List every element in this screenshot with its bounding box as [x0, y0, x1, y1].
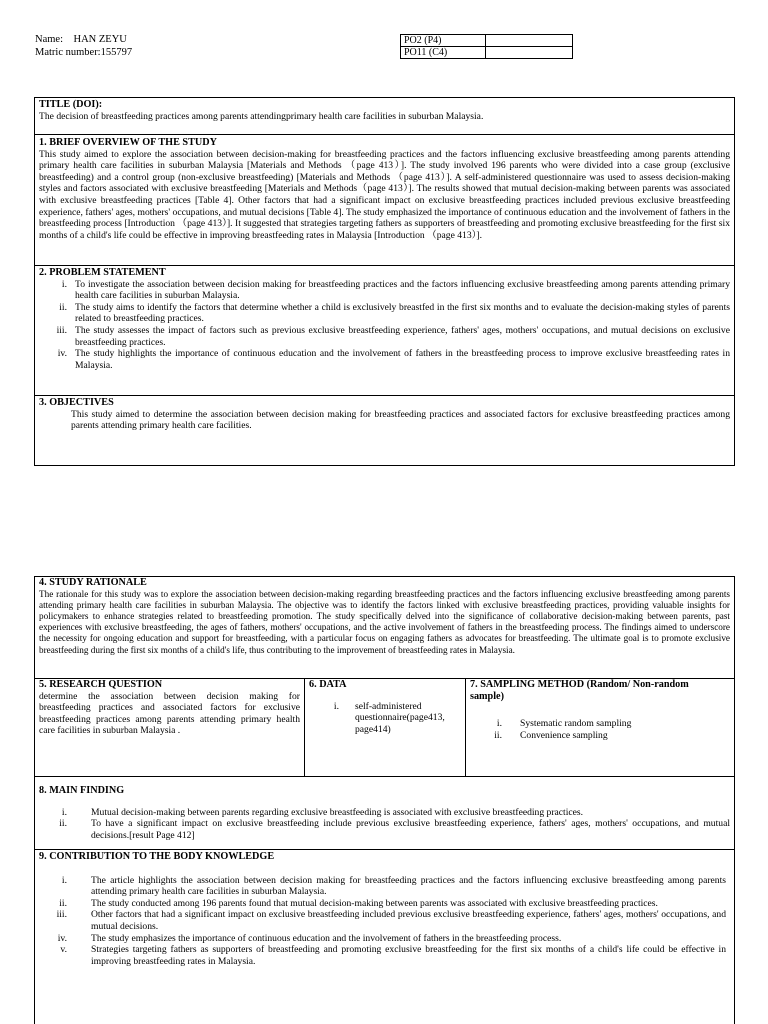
- sampling-list: [470, 718, 730, 741]
- item-num: i.: [61, 278, 67, 290]
- item-num: ii.: [59, 897, 67, 909]
- list-item: [470, 730, 730, 742]
- sampling-col: [466, 679, 734, 776]
- overview-heading: 1. BRIEF OVERVIEW OF THE STUDY: [39, 137, 217, 148]
- item-num: ii.: [59, 818, 67, 830]
- student-info: [35, 33, 132, 59]
- item-num: ii.: [494, 729, 502, 741]
- item-text: The study aims to identify the factors that determine whether a child is exclusively breastfed in the first six months and to evaluate the decision-making styles of parents related to breastfeeding practices.: [75, 301, 730, 325]
- item-text: self-administered questionnaire(page413, page414): [355, 700, 445, 735]
- name-line: [35, 33, 132, 46]
- item-text: The study conducted among 196 parents found that mutual decision-making between parents was associated with exclusive breastfeeding practices.: [91, 897, 658, 909]
- item-num: iv.: [57, 932, 67, 944]
- item-text: The article highlights the association between decision making for breastfeeding practices and the factors influencing exclusive breastfeeding among parents attending primary health care facilities in suburban Malaysia.: [91, 874, 726, 898]
- list-item: [39, 909, 726, 932]
- problem-heading: 2. PROBLEM STATEMENT: [39, 267, 166, 278]
- matric-value: 155797: [100, 47, 133, 58]
- item-num: iii.: [56, 909, 67, 921]
- item-num: v.: [60, 944, 67, 956]
- contribution-heading: 9. CONTRIBUTION TO THE BODY KNOWLEDGE: [39, 851, 275, 862]
- item-num: i.: [61, 874, 67, 886]
- matric-line: [35, 46, 132, 59]
- po-row: [401, 35, 573, 47]
- item-text: The study highlights the importance of continuous education and the involvement of fathers in the breastfeeding process to improve exclusive breastfeeding rates in Malaysia.: [75, 348, 730, 371]
- list-item: [309, 701, 461, 736]
- finding-section: [35, 776, 734, 849]
- title-text: The decision of breastfeeding practices among parents attendingprimary health care facilities in suburban Malaysia.: [39, 110, 484, 122]
- list-item: [470, 718, 730, 730]
- data-list: [309, 701, 461, 736]
- matric-label: Matric number:: [35, 47, 101, 58]
- item-text: The study assesses the impact of factors such as previous exclusive breastfeeding experience, fathers' ages, mothers' occupations, and mutual decisions on exclusive breastfeeding practices.: [75, 324, 730, 348]
- item-text: Systematic random sampling: [520, 718, 632, 730]
- overview-section: [35, 134, 734, 265]
- po-value: [486, 47, 573, 59]
- rationale-section: [35, 577, 734, 678]
- item-text: To have a significant impact on exclusive breastfeeding include previous exclusive breastfeeding experience, fathers' ages, mothers' occupations, and mutual decisions.[result Page 412]: [91, 818, 730, 841]
- summary-box-2: [34, 576, 735, 1024]
- list-item: [39, 818, 730, 841]
- item-text: Convenience sampling: [520, 729, 608, 741]
- item-num: i.: [61, 806, 67, 818]
- objectives-text: This study aimed to determine the association between decision making for breastfeeding practices and associated factors for exclusive breastfeeding practices among parents attending primary health care facilities.: [71, 408, 730, 432]
- list-item: [39, 807, 730, 819]
- item-text: Mutual decision-making between parents regarding exclusive breastfeeding is associated with exclusive breastfeeding practices.: [91, 806, 584, 818]
- po-value: [486, 35, 573, 47]
- overview-text: This study aimed to explore the association between decision-making for breastfeeding practices and the factors influencing exclusive breastfeeding among parents attending primary health care facilities in suburban Malaysia [Materials and Methods （page 413）]. The study involved 196 parents who were divided into a case group (exclusive breastfeeding) and a control group (non-exclusive breastfeeding) [Materials and Methods （page 413）]. A self-administered questionnaire was used to assess decision-making styles and factors associated with exclusive breastfeeding [Materials and Methods（page 413）]. The results showed that mutual decision-making between parents was associated with exclusive breastfeeding practices [Table 4]. Other factors that had a significant impact on exclusive breastfeeding practices included previous exclusive breastfeeding experience, fathers' ages, mothers' occupations, and mutual decisions [Table 4]. The study emphasized the importance of continuous education and the involvement of fathers in the breastfeeding process [Introduction （page 413）]. It suggested that strategies targeting fathers as supporters of breastfeeding and promoting exclusive breastfeeding for the first six months of a child's life could be effective in improving breastfeeding rates in Malaysia [Introduction （page 413）].: [39, 148, 730, 241]
- po-row: [401, 47, 573, 59]
- data-heading: 6. DATA: [309, 679, 347, 690]
- item-num: ii.: [59, 301, 67, 313]
- research-question-heading: 5. RESEARCH QUESTION: [39, 679, 163, 690]
- item-text: Strategies targeting fathers as supporters of breastfeeding and promoting exclusive breastfeeding for the first six months of a child's life could be effective in improving breastfeeding rates in Malaysia.: [91, 944, 726, 967]
- sampling-heading: 7. SAMPLING METHOD (Random/ Non-random sample): [470, 679, 689, 702]
- title-heading: TITLE (DOI):: [39, 99, 103, 110]
- item-text: Other factors that had a significant impact on exclusive breastfeeding included previous exclusive breastfeeding experience, fathers' ages, mothers' occupations, and mutual decisions.: [91, 909, 726, 932]
- list-item: [39, 325, 730, 348]
- research-question-col: [35, 679, 304, 776]
- research-question-text: determine the association between decision making for breastfeeding practices and associated factors for exclusive breastfeeding practices among parents attending primary health care facilities in suburban Malaysia .: [39, 690, 300, 737]
- po-label: PO2 (P4): [401, 35, 486, 47]
- summary-box-1: [34, 97, 735, 466]
- list-item: [39, 933, 726, 945]
- problem-section: [35, 265, 734, 395]
- list-item: [39, 875, 726, 898]
- name-value: HAN ZEYU: [73, 34, 127, 45]
- objectives-heading: 3. OBJECTIVES: [39, 397, 114, 408]
- list-item: [39, 898, 726, 910]
- title-section: [35, 98, 734, 134]
- item-text: To investigate the association between decision making for breastfeeding practices and the factors influencing exclusive breastfeeding among parents attending primary health care facilities in suburban Malaysia.: [75, 278, 730, 302]
- name-label: Name:: [35, 34, 63, 45]
- po-table: [400, 34, 573, 59]
- rationale-text: The rationale for this study was to explore the association between decision-making regarding breastfeeding practices and the factors influencing exclusive breastfeeding among parents attending primary health care facilities in suburban Malaysia. The objective was to identify the factors linked with exclusive breastfeeding practices, providing valuable insights for policymakers to enhance strategies related to breastfeeding promotion. The study specifically delved into the significance of collaborative decision-making between parents, past experiences with exclusive breastfeeding, the ages of fathers, mothers' occupations, and the active involvement of fathers in the breastfeeding process. The findings aimed to underscore the necessity for ongoing education and support for breastfeeding, with a particular focus on engaging fathers as advocates for breastfeeding. The ultimate goal is to promote exclusive breastfeeding during the first six months of a child's life, thus contributing to the improvement of breastfeeding rates in Malaysia.: [39, 588, 730, 655]
- item-num: iii.: [56, 324, 67, 336]
- item-num: i.: [496, 718, 502, 730]
- po-label: PO11 (C4): [401, 47, 486, 59]
- item-text: The study emphasizes the importance of continuous education and the involvement of fathers in the breastfeeding process.: [91, 932, 562, 944]
- list-item: [39, 279, 730, 302]
- item-num: iv.: [57, 348, 67, 360]
- problem-list: [39, 279, 730, 372]
- objectives-section: [35, 395, 734, 465]
- contribution-list: [39, 875, 730, 968]
- item-num: i.: [333, 700, 339, 712]
- finding-list: [39, 807, 730, 842]
- finding-heading: 8. MAIN FINDING: [39, 785, 125, 796]
- rationale-heading: 4. STUDY RATIONALE: [39, 577, 147, 588]
- contribution-section: [35, 849, 734, 1024]
- list-item: [39, 348, 730, 371]
- list-item: [39, 944, 726, 967]
- details-row: [35, 678, 734, 776]
- data-col: [304, 679, 466, 776]
- list-item: [39, 302, 730, 325]
